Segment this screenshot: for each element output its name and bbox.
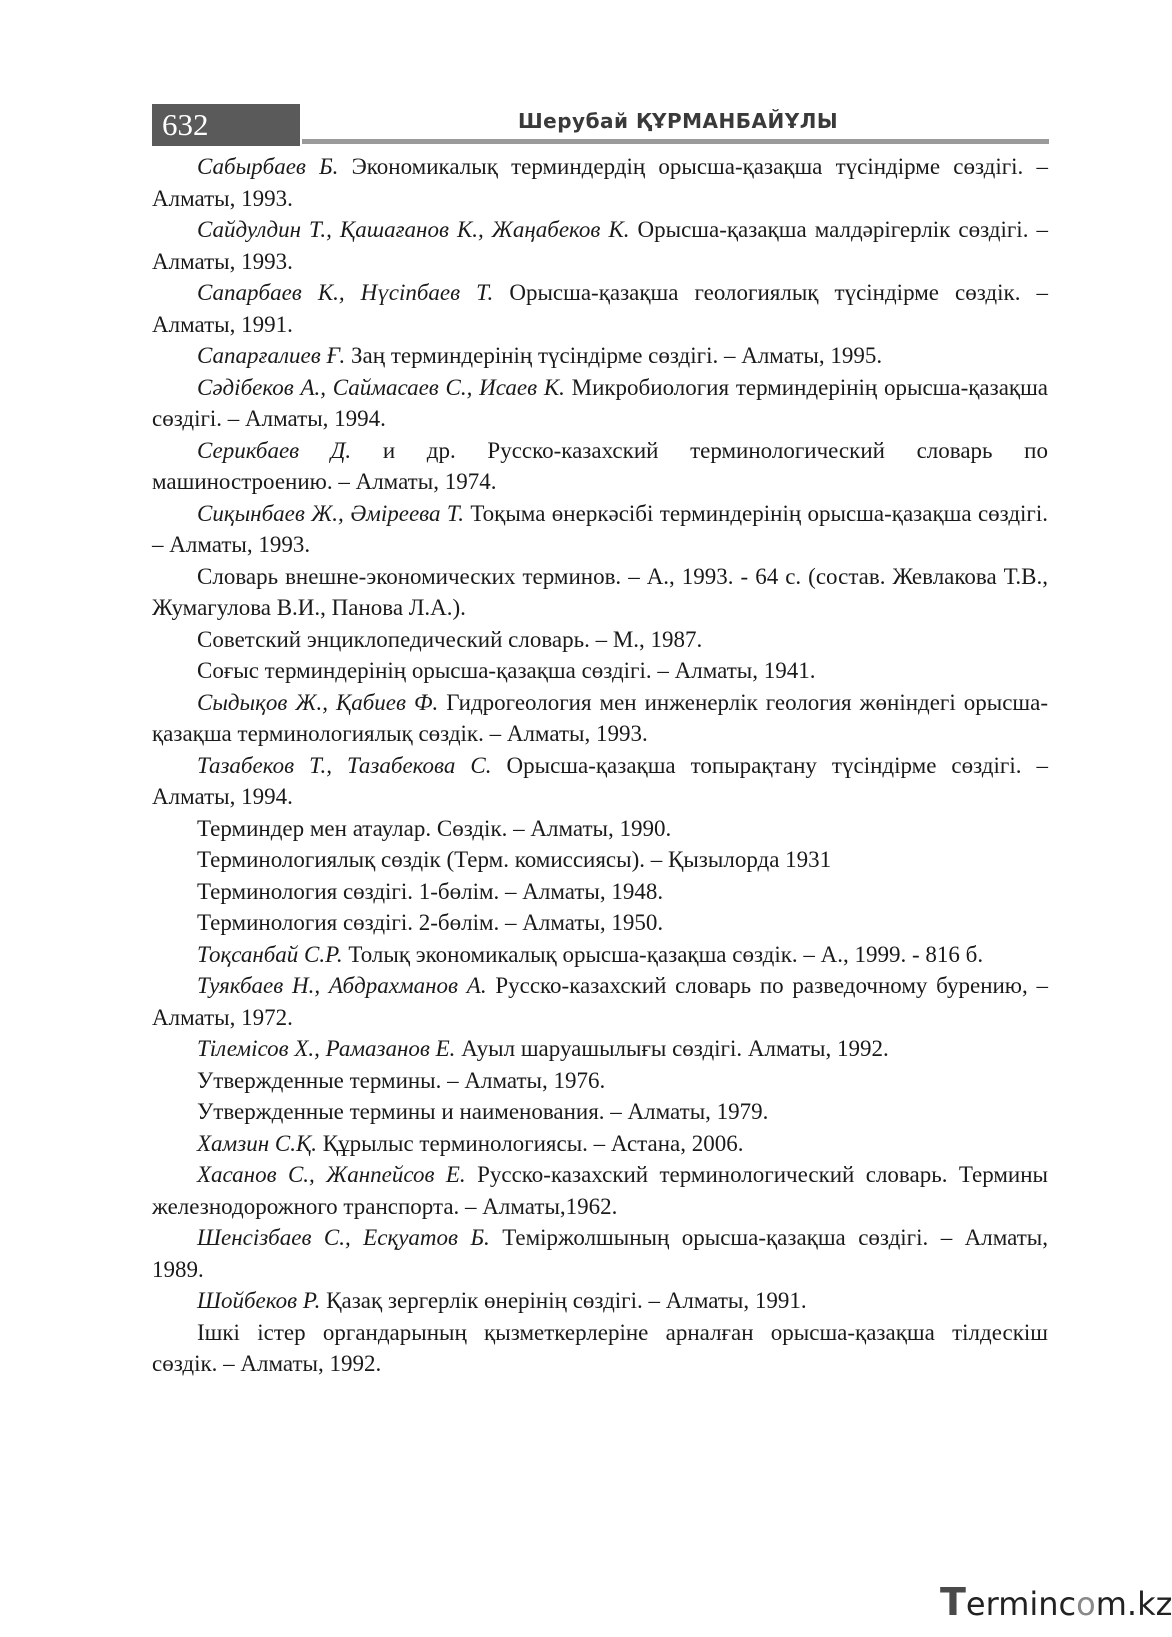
entry-text: Терминологиялық сөздік (Терм. комиссиясы). – Қызылорда 1931 — [197, 847, 832, 872]
bibliography-entry — [152, 277, 1048, 340]
entry-text: Терминдер мен атаулар. Сөздік. – Алматы, 1990. — [197, 815, 672, 841]
entry-text: Русско-казахский терминологический словарь. Термины железнодорожного транспорта. – Алматы,1962. — [152, 1162, 1048, 1219]
entry-text: Советский энциклопедический словарь. – М., 1987. — [197, 626, 703, 652]
entry-author: Тоқсанбай С.Р. — [197, 941, 343, 967]
entry-text: Теміржолшының орысша-қазақша сөздігі. – Алматы, 1989. — [152, 1225, 1048, 1282]
entry-text: Терминология сөздігі. 2-бөлім. – Алматы, 1950. — [197, 910, 664, 935]
entry-text: Заң терминдерінің түсіндірме сөздігі. – Алматы, 1995. — [345, 343, 883, 368]
entry-author: Сиқынбаев Ж., Әміреева Т. — [197, 500, 464, 526]
entry-author: Сапарбаев К., Нүсіпбаев Т. — [197, 280, 494, 305]
entry-text: Ішкі істер органдарының қызметкерлеріне арналған орысша-қазақша тілдескіш сөздік. – Алматы, 1992. — [152, 1319, 1048, 1376]
bibliography-entry — [152, 435, 1048, 498]
entry-author: Сапарғалиев Ғ. — [197, 343, 346, 368]
entry-author: Серикбаев Д. — [197, 437, 352, 463]
bibliography-entry — [152, 844, 1048, 876]
bibliography-entry — [152, 1222, 1048, 1285]
entry-text: Ауыл шаруашылығы сөздігі. Алматы, 1992. — [455, 1036, 889, 1061]
entry-author: Тазабеков Т., Тазабекова С. — [197, 752, 492, 778]
bibliography-entry — [152, 1285, 1048, 1317]
entry-text: Орысша-қазақша топырақтану түсіндірме сөздігі. – Алматы, 1994. — [152, 752, 1048, 809]
entry-text: Микробиология терминдерінің орысша-қазақша сөздігі. – Алматы, 1994. — [152, 374, 1048, 431]
bibliography-entry — [152, 876, 1048, 908]
bibliography-entry — [152, 970, 1048, 1033]
bibliography-entry — [152, 1033, 1048, 1065]
header-rule — [302, 139, 1049, 144]
entry-text: Қазақ зергерлік өнерінің сөздігі. – Алматы, 1991. — [320, 1288, 807, 1313]
entry-author: Сәдібеков А., Саймасаев С., Исаев К. — [197, 374, 565, 400]
bibliography-entry — [152, 561, 1048, 624]
bibliography-entry — [152, 813, 1048, 845]
entry-text: Тоқыма өнеркәсібі терминдерінің орысша-қазақша сөздігі. – Алматы, 1993. — [152, 500, 1048, 557]
bibliography-entry — [152, 939, 1048, 971]
running-head: Шерубай ҚҰРМАНБАЙҰЛЫ — [517, 109, 839, 133]
bibliography-entry — [152, 750, 1048, 813]
bibliography-entry — [152, 498, 1048, 561]
entry-text: Толық экономикалық орысша-қазақша сөздік. – А., 1999. - 816 б. — [342, 941, 984, 967]
entry-text: Терминология сөздігі. 1-бөлім. – Алматы, 1948. — [197, 878, 664, 904]
entry-text: Утвержденные термины и наименования. – Алматы, 1979. — [197, 1099, 769, 1124]
entry-text: Утвержденные термины. – Алматы, 1976. — [197, 1067, 606, 1093]
bibliography-list — [152, 151, 1048, 1380]
bibliography-entry — [152, 151, 1048, 214]
bibliography-entry — [152, 214, 1048, 277]
bibliography-entry — [152, 687, 1048, 750]
entry-author: Шенсізбаев С., Есқуатов Б. — [197, 1225, 490, 1250]
entry-text: Словарь внешне-экономических терминов. – А., 1993. - 64 с. (состав. Жевлакова Т.В., Жумагулова В.И., Панова Л.А.). — [152, 563, 1048, 620]
entry-author: Хасанов С., Жанпейсов Е. — [197, 1162, 466, 1187]
bibliography-entry — [152, 1128, 1048, 1160]
entry-text: Русско-казахский словарь по разведочному бурению, – Алматы, 1972. — [152, 973, 1048, 1030]
entry-text: и др. Русско-казахский терминологический словарь по машиностроению. – Алматы, 1974. — [152, 437, 1048, 494]
entry-author: Шойбеков Р. — [197, 1288, 321, 1313]
bibliography-entry — [152, 1096, 1048, 1128]
magnifier-icon: o — [1076, 1585, 1096, 1623]
entry-author: Сыдықов Ж., Қабиев Ф. — [197, 689, 439, 715]
entry-author: Тілемісов Х., Рамазанов Е. — [197, 1036, 456, 1061]
entry-text: Орысша-қазақша геологиялық түсіндірме сөздік. – Алматы, 1991. — [152, 280, 1049, 337]
entry-text: Экономикалық терминдердің орысша-қазақша түсіндірме сөздігі. – Алматы, 1993. — [152, 154, 1048, 211]
entry-text: Соғыс терминдерінің орысша-қазақша сөздігі. – Алматы, 1941. — [197, 658, 816, 683]
bibliography-entry — [152, 655, 1048, 687]
bibliography-entry — [152, 1159, 1048, 1222]
bibliography-entry — [152, 907, 1048, 939]
page-number: 632 — [152, 104, 300, 146]
bibliography-entry — [152, 1317, 1048, 1380]
entry-text: Құрылыс терминологиясы. – Астана, 2006. — [316, 1130, 744, 1156]
entry-text: Орысша-қазақша малдәрігерлік сөздігі. – Алматы, 1993. — [152, 217, 1048, 274]
entry-text: Гидрогеология мен инженерлік геология жөніндегі орысша-қазақша терминологиялық сөздік. – Алматы, 1993. — [152, 689, 1048, 746]
bibliography-entry — [152, 624, 1048, 656]
bibliography-entry — [152, 1065, 1048, 1097]
entry-author: Туякбаев Н., Абдрахманов А. — [197, 973, 487, 998]
entry-author: Сабырбаев Б. — [197, 154, 339, 179]
entry-author: Хамзин С.Қ. — [197, 1130, 317, 1156]
page-header — [152, 104, 1049, 146]
bibliography-entry — [152, 372, 1048, 435]
watermark-logo: Termincom.kz — [940, 1580, 1172, 1624]
entry-author: Сайдулдин Т., Қашағанов К., Жаңабеков К. — [197, 217, 630, 242]
bibliography-entry — [152, 340, 1048, 372]
